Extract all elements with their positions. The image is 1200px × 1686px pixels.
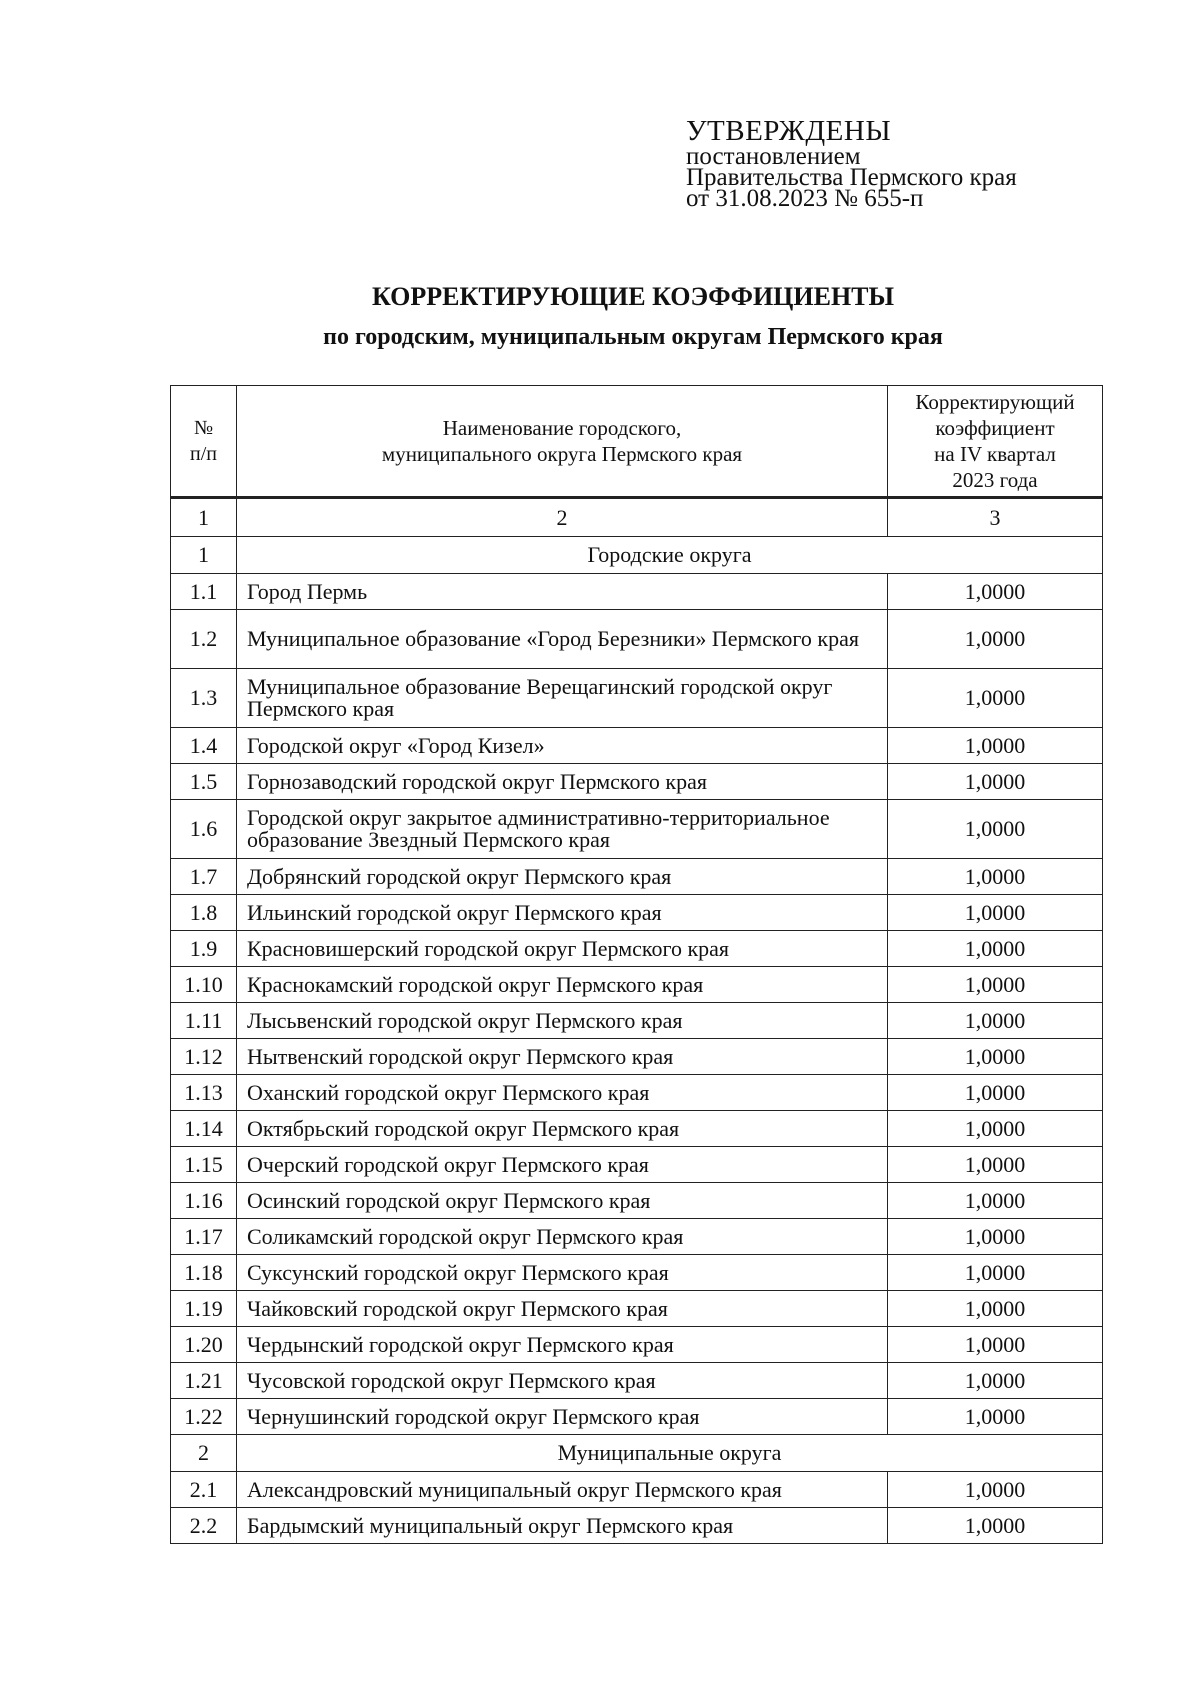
header-number xyxy=(171,386,237,498)
table-row xyxy=(171,1183,1103,1219)
row-name: Осинский городской округ Пермского края xyxy=(237,1183,888,1219)
section-number: 2 xyxy=(171,1435,237,1472)
table-row xyxy=(171,1147,1103,1183)
table-row xyxy=(171,574,1103,610)
table-row xyxy=(171,1508,1103,1544)
table-row xyxy=(171,931,1103,967)
row-number: 1.12 xyxy=(171,1039,237,1075)
table-row xyxy=(171,1255,1103,1291)
header-name-line-2: муниципального округа Пермского края xyxy=(381,442,743,466)
section-title: Городские округа xyxy=(237,537,1103,574)
row-name: Оханский городской округ Пермского края xyxy=(237,1075,888,1111)
row-coefficient: 1,0000 xyxy=(888,967,1103,1003)
table-row xyxy=(171,1327,1103,1363)
table-row xyxy=(171,1399,1103,1435)
row-number: 1.17 xyxy=(171,1219,237,1255)
row-name: Муниципальное образование «Город Березники» Пермского края xyxy=(237,610,888,669)
section-row xyxy=(171,537,1103,574)
coefficients-table xyxy=(170,385,1103,1544)
table-row xyxy=(171,669,1103,728)
header-coef-line-3: на IV квартал xyxy=(934,442,1056,466)
row-name: Краснокамский городской округ Пермского края xyxy=(237,967,888,1003)
row-name: Бардымский муниципальный округ Пермского края xyxy=(237,1508,888,1544)
row-number: 1.4 xyxy=(171,728,237,764)
table-row xyxy=(171,1472,1103,1508)
row-coefficient: 1,0000 xyxy=(888,1039,1103,1075)
header-name-line-1: Наименование городского, xyxy=(442,416,682,440)
table-row xyxy=(171,895,1103,931)
header-coef-line-2: коэффициент xyxy=(935,416,1055,440)
header-name xyxy=(237,386,888,498)
row-number: 1.9 xyxy=(171,931,237,967)
header-number-line-1: № xyxy=(193,417,214,439)
row-name: Нытвенский городской округ Пермского края xyxy=(237,1039,888,1075)
section-title: Муниципальные округа xyxy=(237,1435,1103,1472)
table-row xyxy=(171,1075,1103,1111)
table-row xyxy=(171,1003,1103,1039)
header-coefficient xyxy=(888,386,1103,498)
row-coefficient: 1,0000 xyxy=(888,1003,1103,1039)
column-number: 2 xyxy=(237,498,888,537)
row-number: 1.7 xyxy=(171,859,237,895)
row-coefficient: 1,0000 xyxy=(888,1183,1103,1219)
row-coefficient: 1,0000 xyxy=(888,728,1103,764)
row-number: 1.6 xyxy=(171,800,237,859)
approval-title: УТВЕРЖДЕНЫ xyxy=(686,115,892,147)
row-coefficient: 1,0000 xyxy=(888,574,1103,610)
row-name: Александровский муниципальный округ Пермского края xyxy=(237,1472,888,1508)
row-name: Город Пермь xyxy=(237,574,888,610)
row-number: 1.1 xyxy=(171,574,237,610)
row-coefficient: 1,0000 xyxy=(888,1508,1103,1544)
row-coefficient: 1,0000 xyxy=(888,1255,1103,1291)
table-row xyxy=(171,800,1103,859)
row-number: 1.5 xyxy=(171,764,237,800)
row-name: Горнозаводский городской округ Пермского края xyxy=(237,764,888,800)
row-coefficient: 1,0000 xyxy=(888,931,1103,967)
row-name: Соликамский городской округ Пермского края xyxy=(237,1219,888,1255)
row-number: 1.16 xyxy=(171,1183,237,1219)
approval-stamp xyxy=(686,115,1017,212)
row-number: 1.2 xyxy=(171,610,237,669)
row-coefficient: 1,0000 xyxy=(888,1075,1103,1111)
row-number: 2.1 xyxy=(171,1472,237,1508)
row-name: Лысьвенский городской округ Пермского края xyxy=(237,1003,888,1039)
column-number: 1 xyxy=(171,498,237,537)
approval-line-2: Правительства Пермского края xyxy=(686,164,1017,191)
row-name: Чусовской городской округ Пермского края xyxy=(237,1363,888,1399)
row-name: Городской округ закрытое административно-территориальное образование Звездный Пермского края xyxy=(237,800,888,859)
document-subtitle: по городским, муниципальным округам Пермского края xyxy=(323,324,943,350)
row-name: Чайковский городской округ Пермского края xyxy=(237,1291,888,1327)
row-number: 1.8 xyxy=(171,895,237,931)
row-coefficient: 1,0000 xyxy=(888,800,1103,859)
row-number: 1.19 xyxy=(171,1291,237,1327)
row-number: 1.20 xyxy=(171,1327,237,1363)
row-name: Ильинский городской округ Пермского края xyxy=(237,895,888,931)
table-header-row xyxy=(171,386,1103,498)
column-number: 3 xyxy=(888,498,1103,537)
row-name: Красновишерский городской округ Пермского края xyxy=(237,931,888,967)
header-coef-line-1: Корректирующий xyxy=(915,390,1075,414)
row-coefficient: 1,0000 xyxy=(888,1219,1103,1255)
row-number: 1.10 xyxy=(171,967,237,1003)
row-coefficient: 1,0000 xyxy=(888,1111,1103,1147)
row-coefficient: 1,0000 xyxy=(888,1363,1103,1399)
row-coefficient: 1,0000 xyxy=(888,1291,1103,1327)
row-coefficient: 1,0000 xyxy=(888,764,1103,800)
row-name: Чернушинский городской округ Пермского края xyxy=(237,1399,888,1435)
row-number: 1.11 xyxy=(171,1003,237,1039)
header-number-line-2: п/п xyxy=(190,443,217,465)
row-name: Чердынский городской округ Пермского края xyxy=(237,1327,888,1363)
row-name: Суксунский городской округ Пермского края xyxy=(237,1255,888,1291)
row-name: Очерский городской округ Пермского края xyxy=(237,1147,888,1183)
table-row xyxy=(171,610,1103,669)
row-coefficient: 1,0000 xyxy=(888,1472,1103,1508)
row-number: 1.18 xyxy=(171,1255,237,1291)
row-number: 1.15 xyxy=(171,1147,237,1183)
approval-line-1: постановлением xyxy=(686,143,861,170)
table-row xyxy=(171,967,1103,1003)
row-number: 1.14 xyxy=(171,1111,237,1147)
row-number: 1.21 xyxy=(171,1363,237,1399)
row-coefficient: 1,0000 xyxy=(888,895,1103,931)
section-row xyxy=(171,1435,1103,1472)
table-row xyxy=(171,728,1103,764)
column-number-row xyxy=(171,498,1103,537)
row-number: 1.13 xyxy=(171,1075,237,1111)
table-row xyxy=(171,1111,1103,1147)
table-row xyxy=(171,764,1103,800)
row-coefficient: 1,0000 xyxy=(888,610,1103,669)
row-number: 1.22 xyxy=(171,1399,237,1435)
row-number: 1.3 xyxy=(171,669,237,728)
row-name: Городской округ «Город Кизел» xyxy=(237,728,888,764)
row-coefficient: 1,0000 xyxy=(888,1147,1103,1183)
table-row xyxy=(171,859,1103,895)
row-name: Октябрьский городской округ Пермского края xyxy=(237,1111,888,1147)
row-coefficient: 1,0000 xyxy=(888,1399,1103,1435)
approval-line-3: от 31.08.2023 № 655-п xyxy=(686,185,924,212)
row-name: Муниципальное образование Верещагинский городской округ Пермского края xyxy=(237,669,888,728)
row-coefficient: 1,0000 xyxy=(888,1327,1103,1363)
document-title: КОРРЕКТИРУЮЩИЕ КОЭФФИЦИЕНТЫ xyxy=(371,282,895,311)
section-number: 1 xyxy=(171,537,237,574)
row-coefficient: 1,0000 xyxy=(888,859,1103,895)
header-coef-line-4: 2023 года xyxy=(952,468,1038,492)
table-row xyxy=(171,1291,1103,1327)
table-row xyxy=(171,1363,1103,1399)
row-name: Добрянский городской округ Пермского края xyxy=(237,859,888,895)
row-number: 2.2 xyxy=(171,1508,237,1544)
row-coefficient: 1,0000 xyxy=(888,669,1103,728)
table-row xyxy=(171,1039,1103,1075)
table-row xyxy=(171,1219,1103,1255)
